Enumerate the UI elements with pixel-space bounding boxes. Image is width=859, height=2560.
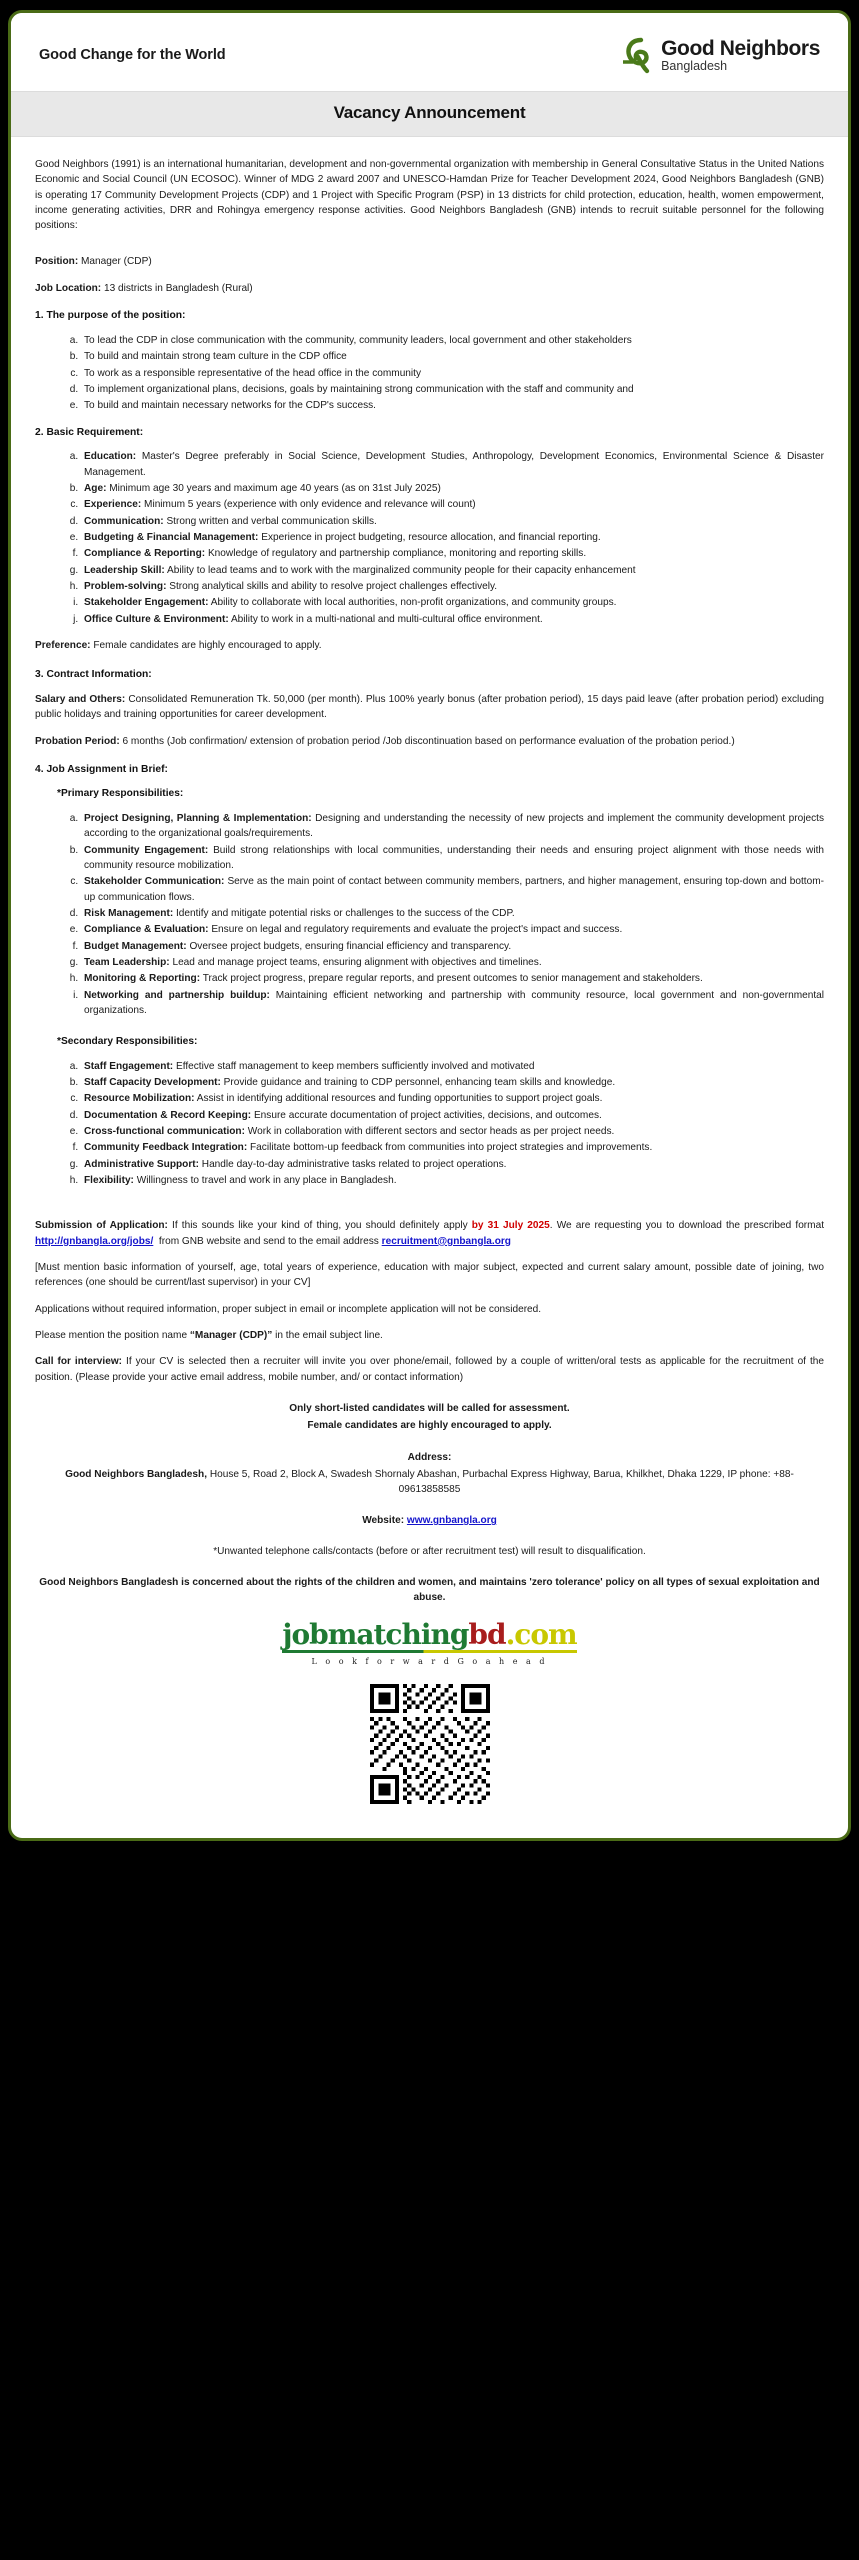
list-item: e. To build and maintain necessary networks for the CDP's success.: [81, 398, 824, 413]
recruitment-email-link[interactable]: recruitment@gnbangla.org: [381, 1235, 511, 1247]
list-item: [81, 1140, 824, 1155]
purpose-heading: 1. The purpose of the position:: [35, 310, 186, 322]
page-title: Vacancy Announcement: [333, 103, 526, 122]
qr-code-container: [35, 1684, 824, 1809]
jm-part1: jobmatching: [282, 1618, 469, 1652]
list-item: [81, 1059, 824, 1074]
item-text: Minimum age 30 years and maximum age 40 years (as on 31st July 2025): [109, 482, 441, 494]
item-label: Education:: [84, 451, 137, 463]
item-label: Community Feedback Integration:: [84, 1142, 248, 1154]
item-label: Stakeholder Communication:: [84, 876, 225, 888]
item-label: Experience:: [84, 499, 142, 511]
jm-part3: .com: [505, 1618, 577, 1652]
list-item: [81, 612, 824, 627]
item-text: Minimum 5 years (experience with only evidence and relevance will count): [144, 499, 476, 511]
item-text: Ensure on legal and regulatory requirements and evaluate the project's impact and success.: [211, 924, 623, 936]
requirements-list: [81, 449, 824, 627]
list-item: a. To lead the CDP in close communication with the community, community leaders, local government and other stakeholders: [81, 333, 824, 348]
item-label: Staff Engagement:: [84, 1060, 174, 1072]
submission-part2: . We are requesting you to download the prescribed format: [549, 1220, 824, 1232]
intro-paragraph: Good Neighbors (1991) is an international humanitarian, development and non-governmental organization with membership in General Consultative Status in the United Nations Economic and Social Council (UN ECOSOC). Winner of MDG 2 award 2007 and UNESCO-Hamdan Prize for Teacher Development 2024, Good Neighbors Bangladesh (GNB) is operating 17 Community Development Projects (CDP) and 1 Project with Specific Program (PSP) in 13 districts for child protection, education, health, women empowerment, income generating activities, DRR and Rohingya emergency response activities. Good Neighbors Bangladesh (GNB) intends to recruit suitable personnel for the following positions:: [35, 159, 824, 232]
item-label: Flexibility:: [84, 1174, 134, 1186]
item-label: Networking and partnership buildup:: [84, 989, 270, 1001]
document-body: [11, 137, 848, 1838]
preference-row: [35, 638, 824, 653]
submission-label: Submission of Application:: [35, 1220, 168, 1232]
list-item: [81, 922, 824, 937]
item-text: Handle day-to-day administrative tasks related to project operations.: [201, 1158, 507, 1170]
item-text: Oversee project budgets, ensuring financial efficiency and transparency.: [189, 940, 512, 952]
item-text: Provide guidance and training to CDP personnel, enhancing team skills and knowledge.: [223, 1077, 616, 1089]
item-label: Community Engagement:: [84, 844, 209, 856]
job-location-row: [35, 281, 824, 296]
purpose-list: [81, 333, 824, 414]
jm-part2: bd: [468, 1618, 506, 1652]
incomplete-application-note: Applications without required information, proper subject in email or incomplete application will not be considered.: [35, 1303, 542, 1315]
qr-code-icon: [370, 1684, 490, 1804]
list-item: [81, 514, 824, 529]
item-text: Facilitate bottom-up feedback from communities into project strategies and improvements.: [250, 1142, 653, 1154]
position-label: Position:: [35, 255, 79, 267]
list-item: [81, 906, 824, 921]
salary-label: Salary and Others:: [35, 693, 126, 705]
subject-post-text: in the email subject line.: [272, 1329, 383, 1341]
shortlist-notice: Only short-listed candidates will be called for assessment.: [289, 1402, 570, 1414]
item-label: Cross-functional communication:: [84, 1126, 245, 1137]
job-location-value: 13 districts in Bangladesh (Rural): [103, 282, 253, 294]
position-value: Manager (CDP): [81, 255, 152, 267]
item-text: Maintaining efficient networking and partnership with community resource, local government and non-governmental organizations.: [84, 989, 824, 1016]
item-label: Stakeholder Engagement:: [84, 597, 209, 609]
item-label: Documentation & Record Keeping:: [84, 1109, 252, 1121]
list-item: [81, 1173, 824, 1188]
jobmatchingbd-logo: [35, 1618, 824, 1668]
item-label: Budgeting & Financial Management:: [84, 531, 259, 543]
website-link[interactable]: www.gnbangla.org: [406, 1515, 497, 1527]
list-item: [81, 563, 824, 578]
item-text: Build strong relationships with local communities, understanding their needs and ensuring project alignment with those needs with community resource mobilization.: [84, 844, 824, 871]
good-neighbors-mark-icon: [617, 35, 655, 75]
submission-part3: from GNB website and send to the email address: [158, 1235, 379, 1247]
submission-part1: If this sounds like your kind of thing, you should definitely apply: [172, 1220, 468, 1232]
submission-section: [35, 1218, 824, 1385]
item-label: Monitoring & Reporting:: [84, 973, 201, 985]
email-subject-note: [35, 1328, 824, 1343]
item-text: Designing and understanding the necessity of new projects and implement the community development projects according to the organizational goals/requirements.: [84, 812, 824, 840]
secondary-responsibilities-heading: *Secondary Responsibilities:: [57, 1036, 198, 1048]
item-text: Ability to collaborate with local authorities, non-profit organizations, and community groups.: [210, 597, 617, 609]
probation-label: Probation Period:: [35, 736, 120, 748]
primary-responsibilities-heading: *Primary Responsibilities:: [57, 788, 184, 800]
unwanted-calls-disclaimer: *Unwanted telephone calls/contacts (before or after recruitment test) will result to disqualification.: [213, 1545, 646, 1557]
item-label: Office Culture & Environment:: [84, 613, 229, 625]
item-label: Age:: [84, 482, 107, 494]
list-item: b. To build and maintain strong team culture in the CDP office: [81, 349, 824, 364]
list-item: [81, 1108, 824, 1123]
item-text: Ability to lead teams and to work with the marginalized community people for their capacity enhancement: [167, 564, 636, 576]
item-text: Work in collaboration with different sectors and sector heads as per project needs.: [247, 1126, 615, 1137]
list-item: [81, 481, 824, 496]
item-label: Project Designing, Planning & Implementation:: [84, 812, 312, 824]
document-header: [11, 13, 848, 91]
call-for-interview-paragraph: [35, 1354, 824, 1385]
application-deadline: by 31 July 2025: [471, 1220, 550, 1232]
prescribed-format-link[interactable]: http://gnbangla.org/jobs/: [35, 1235, 154, 1247]
item-text: Lead and manage project teams, ensuring alignment with objectives and timelines.: [172, 956, 542, 968]
jobmatchingbd-wordmark: [282, 1618, 577, 1653]
footer-notices: [35, 1401, 824, 1434]
address-block: [35, 1450, 824, 1498]
list-item: [81, 1075, 824, 1090]
good-neighbors-logo: [617, 35, 820, 75]
primary-responsibilities-list: [81, 811, 824, 1018]
item-label: Resource Mobilization:: [84, 1093, 195, 1105]
assignment-heading: 4. Job Assignment in Brief:: [35, 763, 168, 775]
subject-pre-text: Please mention the position name: [35, 1329, 190, 1341]
salary-paragraph: [35, 692, 824, 723]
item-label: Administrative Support:: [84, 1158, 199, 1170]
item-text: Ability to work in a multi-national and multi-cultural office environment.: [230, 613, 543, 625]
item-label: Budget Management:: [84, 940, 187, 952]
probation-text: 6 months (Job confirmation/ extension of probation period /Job discontinuation based on performance evaluation of the probation period.): [122, 736, 735, 748]
contract-heading: 3. Contract Information:: [35, 669, 152, 681]
item-text: Strong written and verbal communication skills.: [166, 515, 377, 527]
item-text: Strong analytical skills and ability to resolve project challenges effectively.: [169, 580, 498, 592]
item-text: Willingness to travel and work in any place in Bangladesh.: [136, 1174, 397, 1186]
address-heading: Address:: [407, 1451, 452, 1463]
address-body: [35, 1467, 824, 1497]
list-item: [81, 988, 824, 1019]
item-text: Assist in identifying additional resources and funding opportunities to support project goals.: [196, 1093, 603, 1105]
item-label: Compliance & Reporting:: [84, 548, 206, 560]
must-mention-paragraph: [Must mention basic information of yourself, age, total years of experience, education with major subject, expected and current salary amount, possible date of joining, two references (one should be current/last supervisor) in your CV]: [35, 1261, 824, 1289]
list-item: [81, 546, 824, 561]
jobmatchingbd-tagline: L o o k f o r w a r d G o a h e a d: [311, 1657, 548, 1667]
list-item: c. To work as a responsible representative of the head office in the community: [81, 366, 824, 381]
probation-paragraph: [35, 734, 824, 749]
item-text: Effective staff management to keep members sufficiently involved and motivated: [175, 1060, 535, 1072]
item-text: Track project progress, prepare regular reports, and present outcomes to senior management and stakeholders.: [202, 973, 703, 985]
list-item: [81, 595, 824, 610]
vacancy-announcement-page: [8, 10, 851, 1841]
call-text: If your CV is selected then a recruiter will invite you over phone/email, followed by a couple of written/oral tests as applicable for the recruitment of the position. (Please provide your active email address, mobile number, and/ or contact information): [35, 1356, 824, 1383]
item-label: Communication:: [84, 515, 164, 527]
zero-tolerance-statement: Good Neighbors Bangladesh is concerned about the rights of the children and women, and maintains 'zero tolerance' policy on all types of sexual exploitation and abuse.: [39, 1576, 820, 1603]
item-text: Identify and mitigate potential risks or challenges to the success of the CDP.: [176, 907, 515, 919]
list-item: d. To implement organizational plans, decisions, goals by maintaining strong communication with the staff and community and: [81, 382, 824, 397]
subject-position-name: “Manager (CDP)”: [189, 1329, 273, 1341]
list-item: [81, 1157, 824, 1172]
job-location-label: Job Location:: [35, 282, 102, 294]
secondary-responsibilities-list: [81, 1059, 824, 1189]
list-item: [81, 579, 824, 594]
website-line: [35, 1513, 824, 1528]
submission-paragraph: [35, 1218, 824, 1249]
call-label: Call for interview:: [35, 1356, 123, 1368]
preference-text: Female candidates are highly encouraged to apply.: [93, 639, 322, 651]
list-item: [81, 874, 824, 905]
list-item: [81, 955, 824, 970]
item-text: Knowledge of regulatory and partnership compliance, monitoring and reporting skills.: [207, 548, 587, 560]
position-row: [35, 254, 824, 269]
list-item: [81, 1091, 824, 1106]
list-item: [81, 497, 824, 512]
list-item: [81, 449, 824, 480]
female-encouragement-notice: Female candidates are highly encouraged to apply.: [307, 1420, 552, 1432]
title-band: [11, 91, 848, 137]
list-item: [81, 971, 824, 986]
logo-name: Good Neighbors: [661, 36, 820, 60]
item-text: Experience in project budgeting, resource allocation, and financial reporting.: [261, 531, 601, 543]
item-text: Master's Degree preferably in Social Science, Development Studies, Anthropology, Development Economics, Environmental Science & Disaster Management.: [84, 451, 824, 478]
list-item: [81, 843, 824, 874]
item-text: Serve as the main point of contact between community members, partners, and higher management, ensuring top-down and bottom-up communication flows.: [84, 876, 824, 903]
item-label: Problem-solving:: [84, 580, 167, 592]
address-text: House 5, Road 2, Block A, Swadesh Shornaly Abashan, Purbachal Express Highway, Barua, Khilkhet, Dhaka 1229, IP phone: +88-09613858585: [209, 1468, 794, 1496]
item-label: Team Leadership:: [84, 956, 170, 968]
list-item: [81, 811, 824, 842]
list-item: [81, 1124, 824, 1139]
item-label: Compliance & Evaluation:: [84, 924, 209, 936]
list-item: [81, 939, 824, 954]
item-label: Staff Capacity Development:: [84, 1077, 221, 1089]
item-text: Ensure accurate documentation of project activities, decisions, and outcomes.: [253, 1109, 602, 1121]
company-tagline: Good Change for the World: [39, 47, 226, 63]
organization-name: Good Neighbors Bangladesh,: [65, 1468, 208, 1480]
logo-country: Bangladesh: [661, 58, 728, 73]
website-label: Website:: [362, 1515, 405, 1527]
requirements-heading: 2. Basic Requirement:: [35, 426, 144, 438]
item-label: Leadership Skill:: [84, 564, 165, 576]
item-label: Risk Management:: [84, 907, 174, 919]
salary-text: Consolidated Remuneration Tk. 50,000 (per month). Plus 100% yearly bonus (after probation period), 15 days paid leave (after probation period) excluding public holidays and training opportunities for career development.: [35, 693, 824, 721]
preference-label: Preference:: [35, 639, 91, 651]
list-item: [81, 530, 824, 545]
